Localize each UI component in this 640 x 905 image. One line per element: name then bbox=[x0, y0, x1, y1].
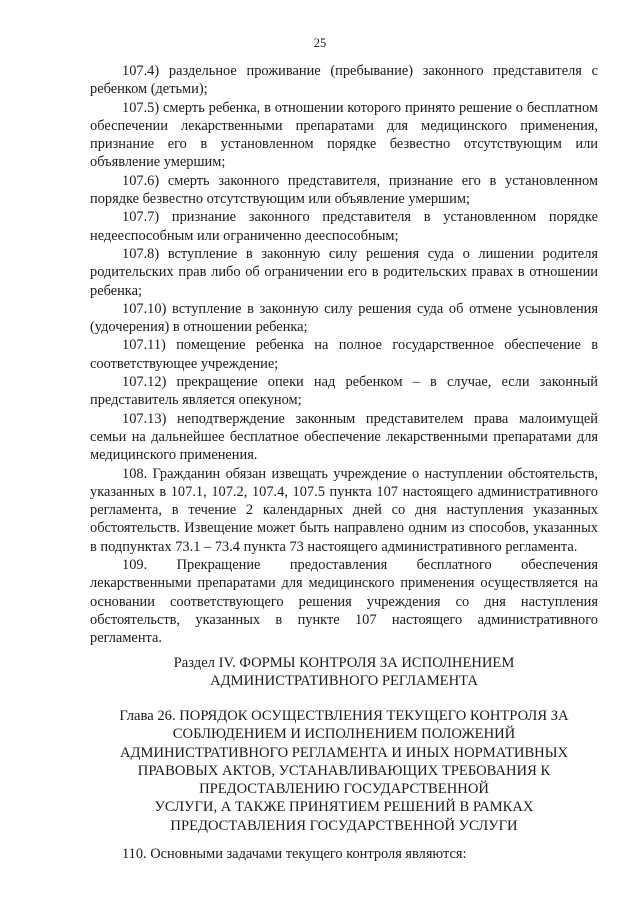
document-body bbox=[90, 62, 598, 648]
section-heading bbox=[90, 654, 598, 691]
chapter-heading-line: ПРЕДОСТАВЛЕНИЮ ГОСУДАРСТВЕННОЙ bbox=[199, 781, 489, 798]
paragraph-108: 108. Гражданин обязан извещать учреждение о наступлении обстоятельств, указанных в 107.1, 107.2, 107.4, 107.5 пункта 107 настоящего административного регламента, в течение 2 календарных дней со дня наступления указанных обстоятельств. Извещение может быть направлено одним из способов, указанных в подпунктах 73.1 – 73.4 пункта 73 настоящего административного регламента. bbox=[90, 465, 598, 555]
paragraph-109: 109. Прекращение предоставления бесплатного обеспечения лекарственными препаратами для медицинского применения осуществляется на основании соответствующего решения учреждения со дня наступления обстоятельств, указанных в пункте 107 настоящего административного регламента. bbox=[90, 557, 598, 647]
chapter-heading-line: СОБЛЮДЕНИЕМ И ИСПОЛНЕНИЕМ ПОЛОЖЕНИЙ bbox=[172, 726, 516, 743]
paragraph-107-4: 107.4) раздельное проживание (пребывание) законного представителя с ребенком (детьми); bbox=[90, 63, 598, 98]
chapter-heading-line: ПРАВОВЫХ АКТОВ, УСТАНАВЛИВАЮЩИХ ТРЕБОВАНИЯ К bbox=[137, 762, 551, 779]
chapter-heading bbox=[90, 707, 598, 835]
chapter-heading-line: АДМИНИСТРАТИВНОГО РЕГЛАМЕНТА И ИНЫХ НОРМАТИВНЫХ bbox=[120, 744, 568, 761]
chapter-heading-line: ПРЕДОСТАВЛЕНИЯ ГОСУДАРСТВЕННОЙ УСЛУГИ bbox=[170, 817, 518, 834]
paragraph-107-12: 107.12) прекращение опеки над ребенком – в случае, если законный представитель является опекуном; bbox=[90, 374, 598, 409]
paragraph-107-8: 107.8) вступление в законную силу решения суда о лишении родителя родительских прав либо об ограничении его в родительских правах в отношении ребенка; bbox=[90, 245, 598, 299]
page-number: 25 bbox=[313, 36, 327, 50]
paragraph-107-7: 107.7) признание законного представителя в установленном порядке недееспособным или ограниченно дееспособным; bbox=[90, 209, 598, 244]
section-heading-line: Раздел IV. ФОРМЫ КОНТРОЛЯ ЗА ИСПОЛНЕНИЕМ bbox=[173, 655, 515, 671]
paragraph-107-13: 107.13) неподтверждение законным представителем права малоимущей семьи на дальнейшее бесплатное обеспечение лекарственными препаратами для медицинского применения. bbox=[90, 410, 598, 464]
paragraph-107-11: 107.11) помещение ребенка на полное государственное обеспечение в соответствующее учреждение; bbox=[90, 337, 598, 372]
section-heading-line: АДМИНИСТРАТИВНОГО РЕГЛАМЕНТА bbox=[210, 673, 478, 690]
chapter-heading-line: Глава 26. ПОРЯДОК ОСУЩЕСТВЛЕНИЯ ТЕКУЩЕГО КОНТРОЛЯ ЗА bbox=[119, 708, 569, 724]
paragraph-110: 110. Основными задачами текущего контроля являются: bbox=[122, 846, 467, 862]
paragraph-107-6: 107.6) смерть законного представителя, признание его в установленном порядке безвестно отсутствующим или объявление умершим; bbox=[90, 172, 598, 208]
paragraph-107-5: 107.5) смерть ребенка, в отношении которого принято решение о бесплатном обеспечении лекарственными препаратами для медицинского применения, признание его в установленном порядке безвестно отсутствующим или объявление умершим; bbox=[90, 99, 598, 171]
chapter-heading-line: УСЛУГИ, А ТАКЖЕ ПРИНЯТИЕМ РЕШЕНИЙ В РАМКАХ bbox=[154, 799, 534, 816]
paragraph-107-10: 107.10) вступление в законную силу решения суда об отмене усыновления (удочерения) в отношении ребенка; bbox=[90, 300, 598, 336]
